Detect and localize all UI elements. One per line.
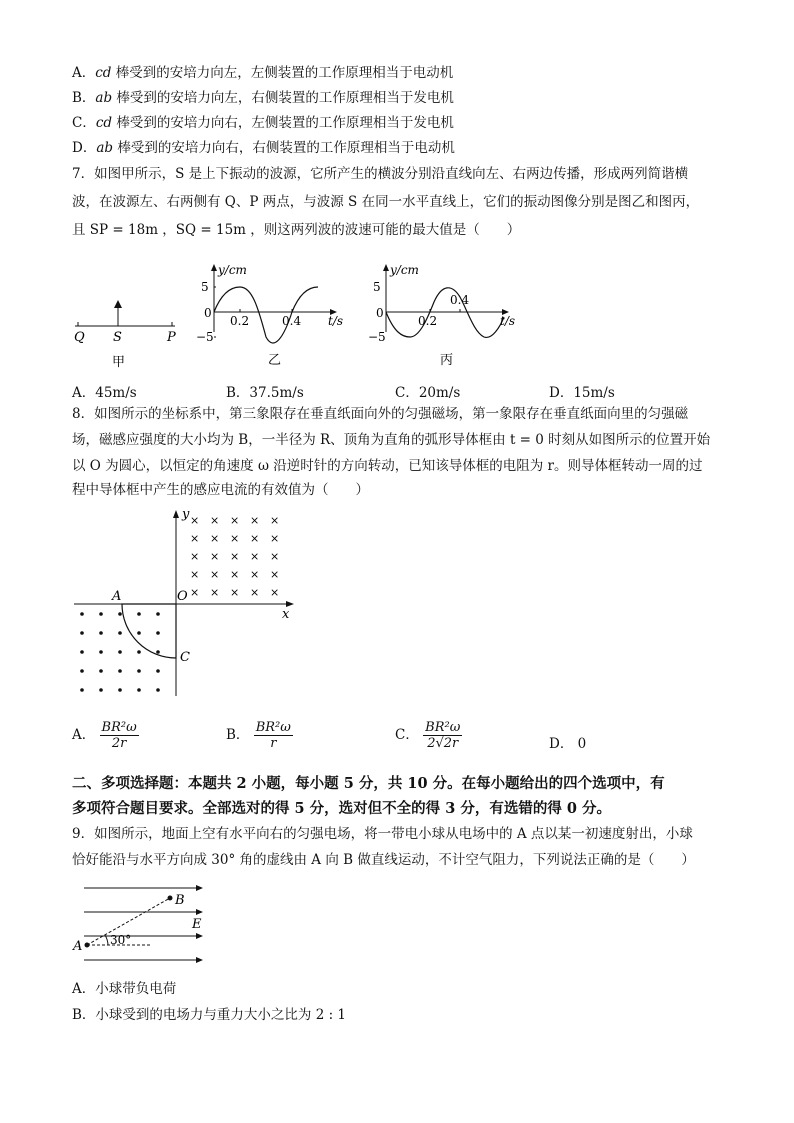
field-out-of-page-marker xyxy=(80,631,84,635)
yi-caption: 乙 xyxy=(268,353,282,368)
q7-option-b: B．37.5m/s xyxy=(226,385,304,401)
field-into-page-marker: × xyxy=(270,532,280,545)
field-into-page-marker: × xyxy=(250,586,260,599)
field-into-page-marker: × xyxy=(190,550,200,563)
q8-arc-frame xyxy=(122,604,176,658)
q7-label-q: Q xyxy=(74,330,85,345)
q8-figure xyxy=(72,506,302,701)
field-out-of-page-marker xyxy=(80,650,84,654)
field-out-of-page-marker xyxy=(137,612,141,616)
q7-label-s: S xyxy=(113,330,122,345)
q9-label-e: E xyxy=(192,917,202,932)
yi-tick-0: 0 xyxy=(204,306,212,320)
field-out-of-page-marker xyxy=(118,650,122,654)
field-out-of-page-marker xyxy=(118,688,122,692)
bing-tick-5: 5 xyxy=(373,280,381,294)
field-into-page-marker: × xyxy=(210,586,220,599)
q9-stem-line2: 恰好能沿与水平方向成 30° 角的虚线由 A 向 B 做直线运动，不计空气阻力，下列说法正确的是（ ） xyxy=(72,852,695,868)
field-out-of-page-marker xyxy=(118,612,122,616)
field-into-page-marker: × xyxy=(210,532,220,545)
q9-label-a: A xyxy=(73,939,83,954)
q9-point-b xyxy=(168,896,173,901)
field-out-of-page-marker xyxy=(137,688,141,692)
field-out-of-page-marker xyxy=(99,612,103,616)
q7-caption-jia: 甲 xyxy=(112,355,126,370)
q6-option-b: B．ab 棒受到的安培力向左，右侧装置的工作原理相当于发电机 xyxy=(72,90,454,106)
q7-stem-line2: 波，在波源左、右两侧有 Q、P 两点，与波源 S 在同一水平直线上，它们的振动图像分别是图乙和图丙， xyxy=(72,194,700,210)
bing-ylabel: y/cm xyxy=(390,263,419,277)
field-out-of-page-marker xyxy=(80,669,84,673)
field-out-of-page-marker xyxy=(137,669,141,673)
bing-sine-curve xyxy=(386,288,504,338)
q7-option-c: C．20m/s xyxy=(395,385,461,401)
q6-option-c: C．cd 棒受到的安培力向右，左侧装置的工作原理相当于发电机 xyxy=(72,115,454,131)
q7-label-p: P xyxy=(167,330,176,345)
field-out-of-page-marker xyxy=(80,612,84,616)
q9-option-b: B．小球受到的电场力与重力大小之比为 2 : 1 xyxy=(72,1007,347,1023)
q8-label-x: x xyxy=(282,607,290,622)
field-out-of-page-marker xyxy=(156,688,160,692)
q9-stem-line1: 9．如图所示，地面上空有水平向右的匀强电场，将一带电小球从电场中的 A 点以某一初速度射出，小球 xyxy=(72,826,693,842)
q8-stem-line1: 8．如图所示的坐标系中，第三象限存在垂直纸面向外的匀强磁场，第一象限存在垂直纸面向里的匀强磁 xyxy=(72,406,689,422)
yi-tick-02: 0.2 xyxy=(230,314,250,328)
field-into-page-marker: × xyxy=(250,514,260,527)
field-out-of-page-marker xyxy=(99,669,103,673)
bing-caption: 丙 xyxy=(440,353,454,368)
field-into-page-marker: × xyxy=(190,514,200,527)
yi-tick-5: 5 xyxy=(201,280,209,294)
field-into-page-marker: × xyxy=(250,550,260,563)
q7-option-a: A．45m/s xyxy=(72,385,137,401)
q8-stem-line4: 程中导体框中产生的感应电流的有效值为（ ） xyxy=(72,482,369,498)
field-out-of-page-marker xyxy=(99,650,103,654)
q8-option-a: A． $\frac{\text{BR²ω}}{2r}$ xyxy=(72,720,137,751)
field-into-page-marker: × xyxy=(230,550,240,563)
q9-label-b: B xyxy=(175,893,185,908)
field-into-page-marker: × xyxy=(230,514,240,527)
field-into-page-marker: × xyxy=(250,568,260,581)
field-into-page-marker: × xyxy=(230,568,240,581)
bing-tick-0: 0 xyxy=(376,306,384,320)
q8-stem-line2: 场，磁感应强度的大小均为 B，一半径为 R、顶角为直角的弧形导体框由 t = 0 时刻从如图所示的位置开始 xyxy=(72,432,711,448)
q8-option-d: D． 0 xyxy=(549,736,587,752)
q8-label-a: A xyxy=(112,589,122,604)
q9-figure xyxy=(72,876,222,971)
section2-heading-line2: 多项符合题目要求。全部选对的得 5 分，选对但不全的得 3 分，有选错的得 0 分。 xyxy=(72,800,612,817)
yi-xlabel: t/s xyxy=(328,314,344,328)
q7-figure-jia xyxy=(72,296,182,376)
field-out-of-page-marker xyxy=(137,631,141,635)
field-into-page-marker: × xyxy=(210,568,220,581)
field-into-page-marker: × xyxy=(230,532,240,545)
q7-figure-yi xyxy=(196,262,356,377)
field-out-of-page-marker xyxy=(156,650,160,654)
field-out-of-page-marker xyxy=(156,612,160,616)
field-out-of-page-marker xyxy=(137,650,141,654)
field-out-of-page-marker xyxy=(99,688,103,692)
field-out-of-page-marker xyxy=(80,688,84,692)
q8-label-o: O xyxy=(177,589,188,604)
section2-heading-line1: 二、多项选择题：本题共 2 小题，每小题 5 分，共 10 分。在每小题给出的四个选项中，有 xyxy=(72,775,665,792)
field-out-of-page-marker xyxy=(99,631,103,635)
yi-tick-neg5: −5 xyxy=(196,330,214,344)
field-into-page-marker: × xyxy=(250,532,260,545)
yi-tick-04: 0.4 xyxy=(282,314,302,328)
q9-label-angle: 30° xyxy=(110,933,132,947)
field-out-of-page-marker xyxy=(118,631,122,635)
field-into-page-marker: × xyxy=(210,550,220,563)
field-into-page-marker: × xyxy=(210,514,220,527)
bing-tick-02: 0.2 xyxy=(418,314,438,328)
field-into-page-marker: × xyxy=(230,586,240,599)
bing-tick-04: 0.4 xyxy=(450,293,470,307)
q7-stem-line3: 且 SP = 18m ，SQ = 15m ，则这两列波的波速可能的最大值是（ ） xyxy=(72,222,521,238)
field-out-of-page-marker xyxy=(156,631,160,635)
q8-label-c: C xyxy=(180,650,190,665)
field-into-page-marker: × xyxy=(190,586,200,599)
q9-point-a xyxy=(85,943,90,948)
bing-tick-neg5: −5 xyxy=(368,330,386,344)
field-into-page-marker: × xyxy=(270,514,280,527)
q6-option-a: A．cd 棒受到的安培力向左，左侧装置的工作原理相当于电动机 xyxy=(72,65,454,81)
yi-ylabel: y/cm xyxy=(218,263,247,277)
field-into-page-marker: × xyxy=(270,568,280,581)
field-out-of-page-marker xyxy=(118,669,122,673)
q7-stem-line1: 7．如图甲所示，S 是上下振动的波源，它所产生的横波分别沿直线向左、右两边传播，形成两列简谐横 xyxy=(72,166,689,182)
field-into-page-marker: × xyxy=(270,586,280,599)
q9-option-a: A．小球带负电荷 xyxy=(72,981,177,997)
q8-option-b: B． $\frac{\text{BR²ω}}{r}$ xyxy=(226,720,291,751)
q6-option-d: D．ab 棒受到的安培力向右，右侧装置的工作原理相当于电动机 xyxy=(72,140,455,156)
field-into-page-marker: × xyxy=(270,550,280,563)
field-into-page-marker: × xyxy=(190,532,200,545)
q8-stem-line3: 以 O 为圆心，以恒定的角速度 ω 沿逆时针的方向转动，已知该导体框的电阻为 r。则导体框转动一周的过 xyxy=(72,458,703,474)
q8-option-c: C． $\frac{\text{BR²ω}}{2√2r}$ xyxy=(395,720,461,751)
q7-option-d: D．15m/s xyxy=(549,385,615,401)
q8-label-y: y xyxy=(182,507,190,522)
bing-xlabel: t/s xyxy=(500,314,516,328)
field-into-page-marker: × xyxy=(190,568,200,581)
field-out-of-page-marker xyxy=(156,669,160,673)
q7-figure-bing xyxy=(368,262,528,377)
